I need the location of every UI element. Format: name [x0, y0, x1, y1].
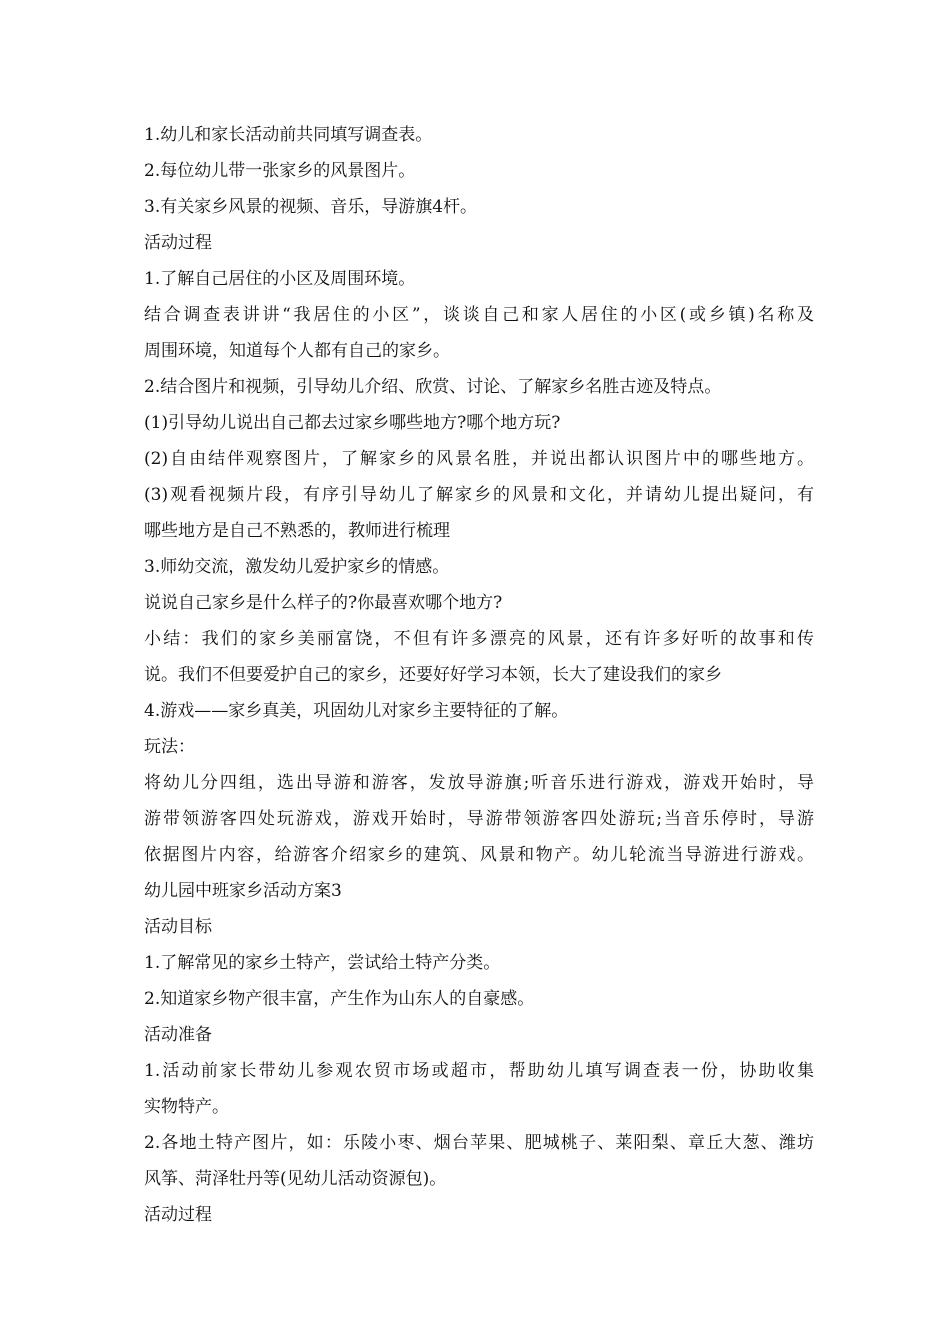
- list-item: (1)引导幼儿说出自己都去过家乡哪些地方?哪个地方玩?: [144, 413, 561, 433]
- list-item: 2.结合图片和视频，引导幼儿介绍、欣赏、讨论、了解家乡名胜古迹及特点。: [144, 377, 722, 397]
- list-item: (3)观看视频片段，有序引导幼儿了解家乡的风景和文化，并请幼儿提出疑问，有: [144, 485, 814, 505]
- section-heading: 玩法：: [144, 737, 195, 757]
- document-body: [144, 117, 814, 1233]
- list-item: 4.游戏——家乡真美，巩固幼儿对家乡主要特征的了解。: [144, 701, 569, 721]
- list-item: 3.师幼交流，激发幼儿爱护家乡的情感。: [144, 557, 450, 577]
- list-item: 2.每位幼儿带一张家乡的风景图片。: [144, 161, 416, 181]
- list-item: 1.幼儿和家长活动前共同填写调查表。: [144, 125, 433, 145]
- section-heading: 活动过程: [144, 1205, 212, 1225]
- paragraph-line: 小结：我们的家乡美丽富饶，不但有许多漂亮的风景，还有许多好听的故事和传: [144, 629, 814, 649]
- paragraph-line: 依据图片内容，给游客介绍家乡的建筑、风景和物产。幼儿轮流当导游进行游戏。: [144, 845, 814, 865]
- paragraph-line: 实物特产。: [144, 1097, 229, 1117]
- paragraph-line: 将幼儿分四组，选出导游和游客，发放导游旗;听音乐进行游戏，游戏开始时，导: [144, 773, 814, 793]
- paragraph-line: 说。我们不但要爱护自己的家乡，还要好好学习本领，长大了建设我们的家乡: [144, 665, 722, 685]
- list-item: 1.活动前家长带幼儿参观农贸市场或超市，帮助幼儿填写调查表一份，协助收集: [144, 1061, 814, 1081]
- list-item: (2)自由结伴观察图片，了解家乡的风景名胜，并说出都认识图片中的哪些地方。: [144, 449, 814, 469]
- document-title: 幼儿园中班家乡活动方案3: [144, 881, 342, 901]
- paragraph-line: 哪些地方是自己不熟悉的，教师进行梳理: [144, 521, 450, 541]
- list-item: 1.了解常见的家乡土特产，尝试给土特产分类。: [144, 953, 501, 973]
- section-heading: 活动过程: [144, 233, 212, 253]
- list-item: 2.各地土特产图片，如：乐陵小枣、烟台苹果、肥城桃子、莱阳梨、章丘大葱、潍坊: [144, 1133, 814, 1153]
- list-item: 3.有关家乡风景的视频、音乐，导游旗4杆。: [144, 197, 478, 217]
- paragraph-line: 风筝、菏泽牡丹等(见幼儿活动资源包)。: [144, 1169, 447, 1189]
- section-heading: 活动准备: [144, 1025, 212, 1045]
- section-heading: 活动目标: [144, 917, 212, 937]
- list-item: 2.知道家乡物产很丰富，产生作为山东人的自豪感。: [144, 989, 535, 1009]
- paragraph-line: 周围环境，知道每个人都有自己的家乡。: [144, 341, 450, 361]
- list-item: 1.了解自己居住的小区及周围环境。: [144, 269, 416, 289]
- paragraph-line: 游带领游客四处玩游戏，游戏开始时，导游带领游客四处游玩;当音乐停时，导游: [144, 809, 814, 829]
- paragraph-line: 说说自己家乡是什么样子的?你最喜欢哪个地方?: [144, 593, 503, 613]
- paragraph-line: 结合调查表讲讲“我居住的小区”，谈谈自己和家人居住的小区(或乡镇)名称及: [144, 305, 814, 325]
